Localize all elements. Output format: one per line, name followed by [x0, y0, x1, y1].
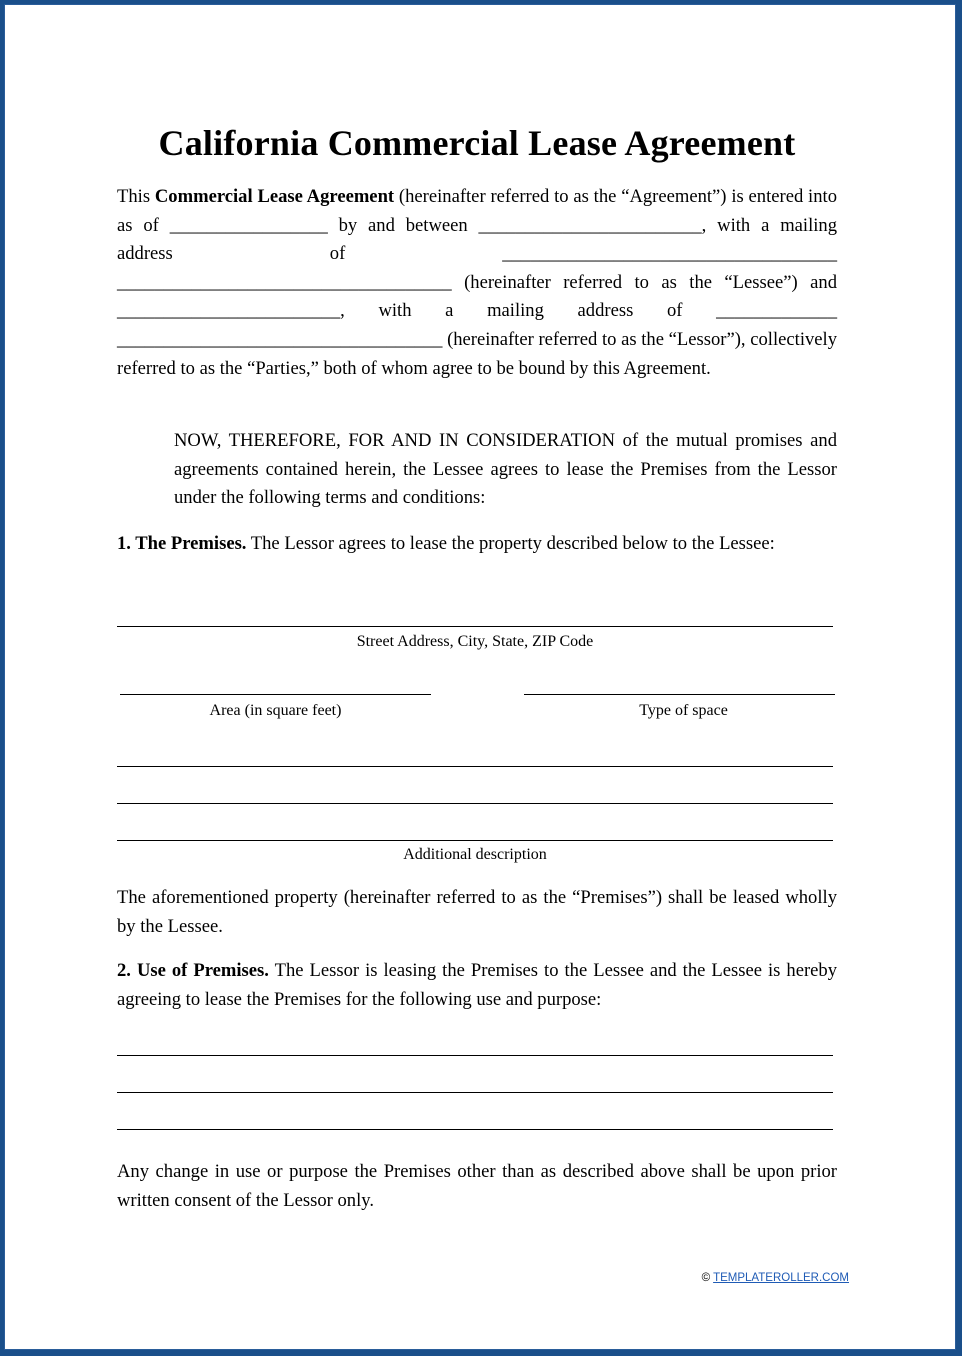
additional-description-label: Additional description	[403, 846, 547, 863]
section-2-paragraph	[117, 957, 837, 1014]
description-blank-line	[117, 766, 833, 767]
intro-paragraph	[117, 183, 837, 383]
intro-text-rest: (hereinafter referred to as the “Agreement”) is entered into as of _________________ by and between ________________________, with a mailing address of ____________________________________ ____________________________________ (hereinafter referred to as the “Lessee”) and ________________________, with a mailing address of _____________ ___________________________________ (hereinafter referred to as the “Lessor”), collectively referred to as the “Parties,” both of whom agree to be bound by this Agreement.	[117, 186, 837, 379]
section-2-text: The Lessor is leasing the Premises to the Lessee and the Lessee is hereby agreeing to lease the Premises for the following use and purpose:	[117, 960, 837, 1010]
copyright-symbol: ©	[701, 1272, 714, 1284]
description-blank-line	[117, 840, 833, 841]
use-blank-line	[117, 1055, 833, 1056]
section-1-paragraph	[117, 530, 837, 559]
use-closing-paragraph: Any change in use or purpose the Premises other than as described above shall be upon prior written consent of the Lessor only.	[117, 1161, 837, 1211]
area-label: Area (in square feet)	[209, 702, 342, 719]
premises-closing-paragraph: The aforementioned property (hereinafter referred to as the “Premises”) shall be leased wholly by the Lessee.	[117, 887, 837, 937]
intro-bold-term: Commercial Lease Agreement	[154, 186, 395, 207]
section-1-heading: 1. The Premises.	[117, 533, 247, 554]
type-label: Type of space	[639, 702, 728, 719]
use-blank-line	[117, 1129, 833, 1130]
section-2-heading: 2. Use of Premises.	[117, 960, 269, 981]
templateroller-link[interactable]: TEMPLATEROLLER.COM	[713, 1272, 849, 1284]
description-blank-line	[117, 803, 833, 804]
type-blank-line	[524, 694, 835, 695]
section-1-text: The Lessor agrees to lease the property described below to the Lessee:	[246, 533, 775, 554]
consideration-paragraph: NOW, THEREFORE, FOR AND IN CONSIDERATION of the mutual promises and agreements contained herein, the Lessee agrees to lease the Premises from the Lessor under the following terms and conditions:	[174, 430, 837, 509]
area-blank-line	[120, 694, 431, 695]
address-blank-line	[117, 626, 833, 627]
footer-credit	[702, 1272, 849, 1284]
document-title: California Commercial Lease Agreement	[158, 123, 796, 163]
address-label: Street Address, City, State, ZIP Code	[356, 633, 594, 650]
intro-text-start: This	[117, 186, 155, 207]
use-blank-line	[117, 1092, 833, 1093]
